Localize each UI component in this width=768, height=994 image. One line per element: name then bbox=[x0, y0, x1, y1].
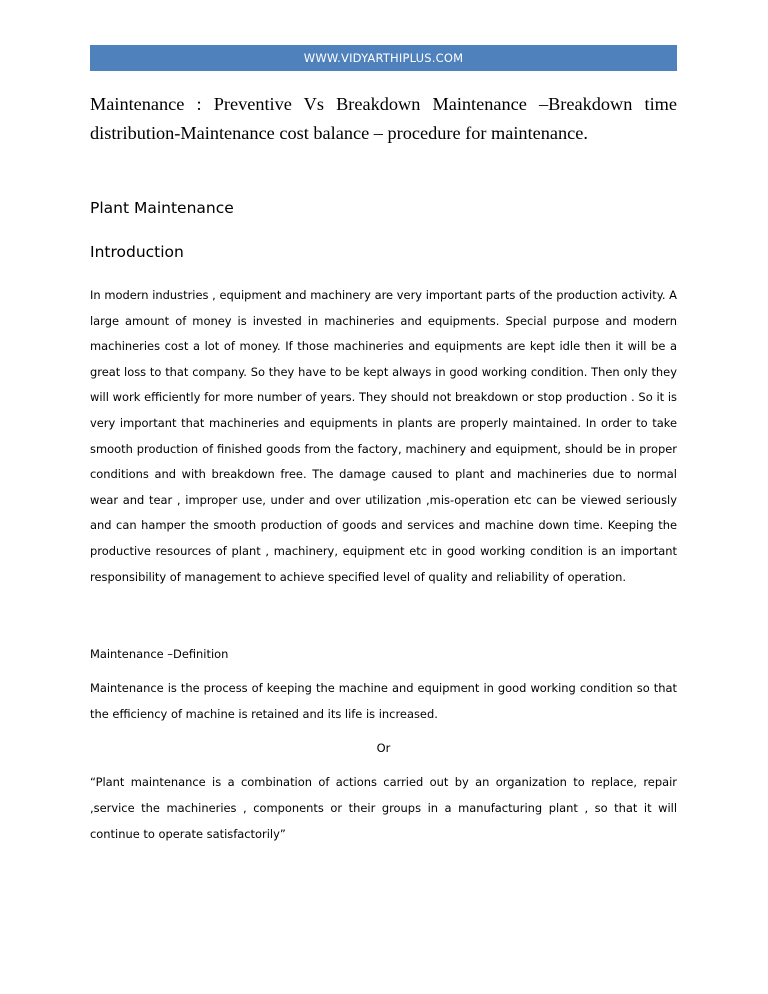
site-banner: WWW.VIDYARTHIPLUS.COM bbox=[90, 45, 677, 71]
section-heading: Plant Maintenance bbox=[90, 199, 234, 217]
definition-paragraph: Maintenance is the process of keeping the machine and equipment in good working condition so that the efficiency of machine is retained and its life is increased. bbox=[90, 681, 677, 721]
or-separator: Or bbox=[376, 741, 391, 755]
quote-paragraph: “Plant maintenance is a combination of actions carried out by an organization to replace, repair ,service the machineries , components or their groups in a manufacturing plant , so that it will continue to operate satisfactorily” bbox=[90, 775, 677, 841]
definition-heading: Maintenance –Definition bbox=[90, 647, 229, 661]
unit-title: Maintenance : Preventive Vs Breakdown Maintenance –Breakdown time distribution-Maintenance cost balance – procedure for maintenance. bbox=[90, 94, 677, 143]
introduction-paragraph: In modern industries , equipment and machinery are very important parts of the production activity. A large amount of money is invested in machineries and equipments. Special purpose and modern machineries cost a lot of money. If those machineries and equipments are kept idle then it will be a great loss to that company. So they have to be kept always in good working condition. Then only they will work efficiently for more number of years. They should not breakdown or stop production . So it is very important that machineries and equipments in plants are properly maintained. In order to take smooth production of finished goods from the factory, machinery and equipment, should be in proper conditions and with breakdown free. The damage caused to plant and machineries due to normal wear and tear , improper use, under and over utilization ,mis-operation etc can be viewed seriously and can hamper the smooth production of goods and services and machine down time. Keeping the productive resources of plant , machinery, equipment etc in good working condition is an important responsibility of management to achieve specified level of quality and reliability of operation. bbox=[90, 288, 677, 584]
introduction-heading: Introduction bbox=[90, 243, 184, 261]
